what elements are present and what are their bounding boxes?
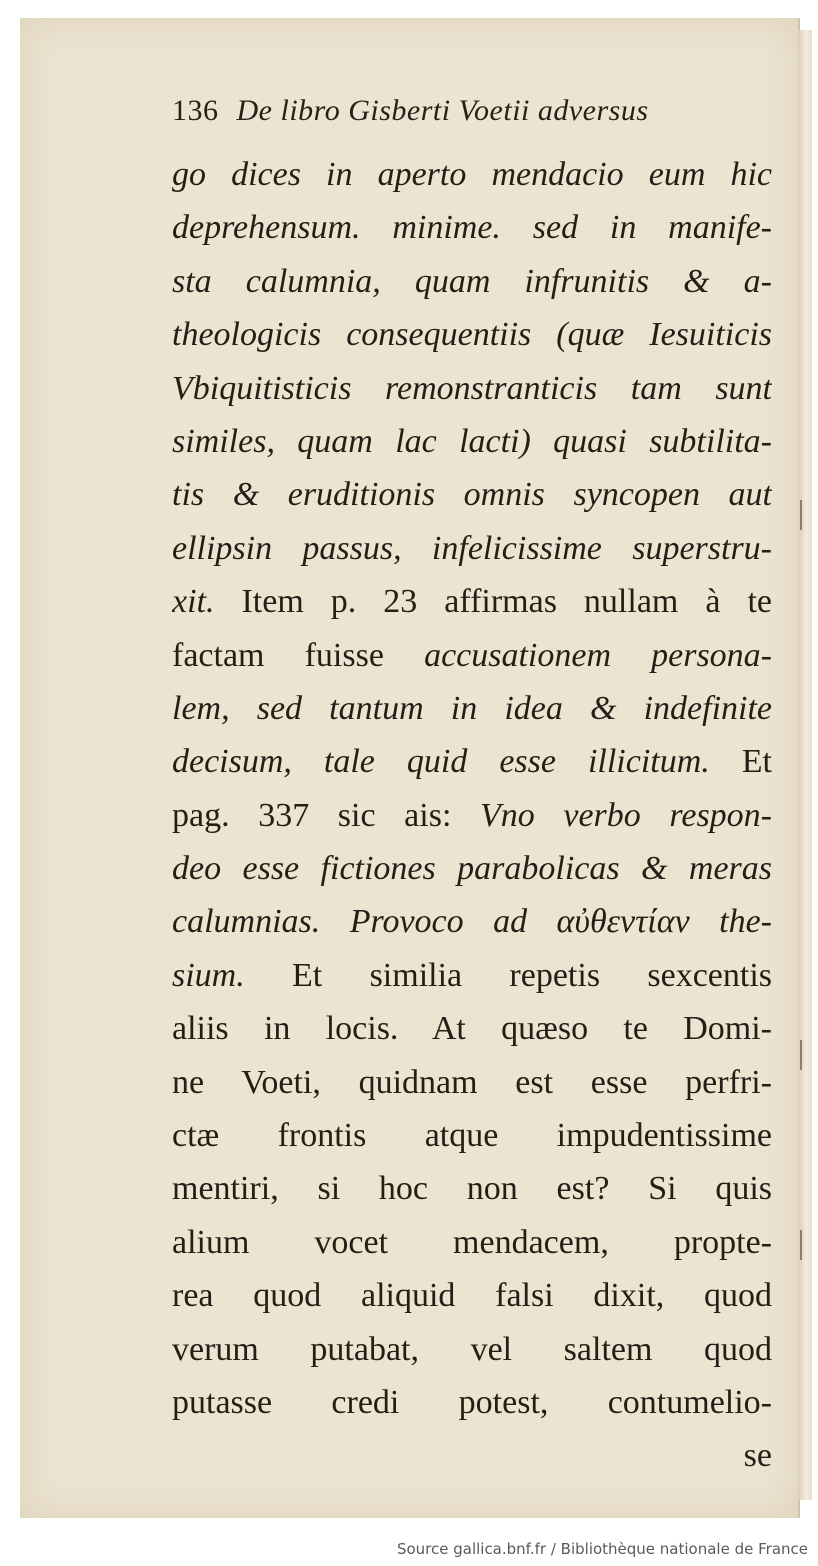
text-segment: ne Voeti, quidnam est esse perfri- (172, 1063, 772, 1101)
text-line (172, 468, 772, 521)
text-segment: ellipsin passus, infelicissime superstru- (172, 529, 772, 567)
text-line (172, 1429, 772, 1482)
text-segment: Et (709, 743, 772, 781)
text-line (172, 522, 772, 575)
text-line (172, 629, 772, 682)
text-segment: Et similia repetis sexcentis (244, 956, 772, 994)
text-segment: xit. (172, 583, 215, 621)
text-segment: sium. (172, 956, 245, 994)
text-line (172, 789, 772, 842)
text-line (172, 415, 772, 468)
text-segment: deprehensum. minime. sed in manife- (172, 209, 772, 247)
text-line (172, 1109, 772, 1162)
page-body-text (172, 148, 772, 1483)
text-line (172, 1269, 772, 1322)
text-segment: factam fuisse (172, 636, 425, 674)
text-segment: pag. 337 sic ais: (172, 796, 480, 834)
text-segment: similes, quam lac lacti) quasi subtilita- (172, 422, 772, 460)
text-segment: putasse credi potest, contumelio- (172, 1383, 772, 1421)
text-line (172, 1162, 772, 1215)
text-segment: rea quod aliquid falsi dixit, quod (172, 1277, 772, 1315)
text-segment: calumnias. Provoco ad αὐθεντίαν the- (172, 903, 772, 941)
page-number: 136 (172, 94, 219, 127)
text-line (172, 575, 772, 628)
text-line (172, 842, 772, 895)
running-header (172, 94, 772, 128)
text-segment: theologicis consequentiis (quæ Iesuiticis (172, 316, 772, 354)
text-segment: alium vocet mendacem, propte- (172, 1223, 772, 1261)
facing-page-edge (798, 30, 812, 1500)
text-segment: se (743, 1437, 772, 1475)
text-segment: accusationem persona- (424, 636, 772, 674)
text-line (172, 362, 772, 415)
text-line (172, 895, 772, 948)
text-line (172, 949, 772, 1002)
text-segment: lem, sed tantum in idea & indefinite (172, 689, 772, 727)
text-segment: decisum, tale quid esse illicitum. (172, 743, 710, 781)
text-segment: ctæ frontis atque impudentissime (172, 1117, 772, 1155)
text-segment: sta calumnia, quam infrunitis & a- (172, 262, 772, 300)
text-line (172, 201, 772, 254)
source-credit: Source gallica.bnf.fr / Bibliothèque nationale de France (396, 1540, 808, 1558)
page-edge-mark (800, 1040, 802, 1070)
text-segment: Item p. 23 affirmas nullam à te (214, 583, 772, 621)
page-edge-mark (800, 500, 802, 530)
text-segment: Vno verbo respon- (480, 796, 772, 834)
text-line (172, 255, 772, 308)
text-segment: go dices in aperto mendacio eum hic (172, 156, 772, 193)
page-edge-mark (800, 1230, 802, 1260)
text-segment: deo esse fictiones parabolicas & meras (172, 850, 772, 888)
text-line (172, 308, 772, 361)
text-segment: tis & eruditionis omnis syncopen aut (172, 476, 772, 514)
text-line (172, 1056, 772, 1109)
text-line (172, 1376, 772, 1429)
text-line (172, 682, 772, 735)
text-segment: aliis in locis. At quæso te Domi- (172, 1010, 772, 1048)
running-title: De libro Gisberti Voetii adversus (236, 94, 649, 127)
text-segment: verum putabat, vel saltem quod (172, 1330, 772, 1368)
text-line (172, 1216, 772, 1269)
text-line (172, 148, 772, 201)
text-line (172, 1002, 772, 1055)
text-line (172, 735, 772, 788)
text-segment: Vbiquitisticis remonstranticis tam sunt (172, 369, 772, 407)
text-segment: mentiri, si hoc non est? Si quis (172, 1170, 772, 1208)
text-line (172, 1323, 772, 1376)
